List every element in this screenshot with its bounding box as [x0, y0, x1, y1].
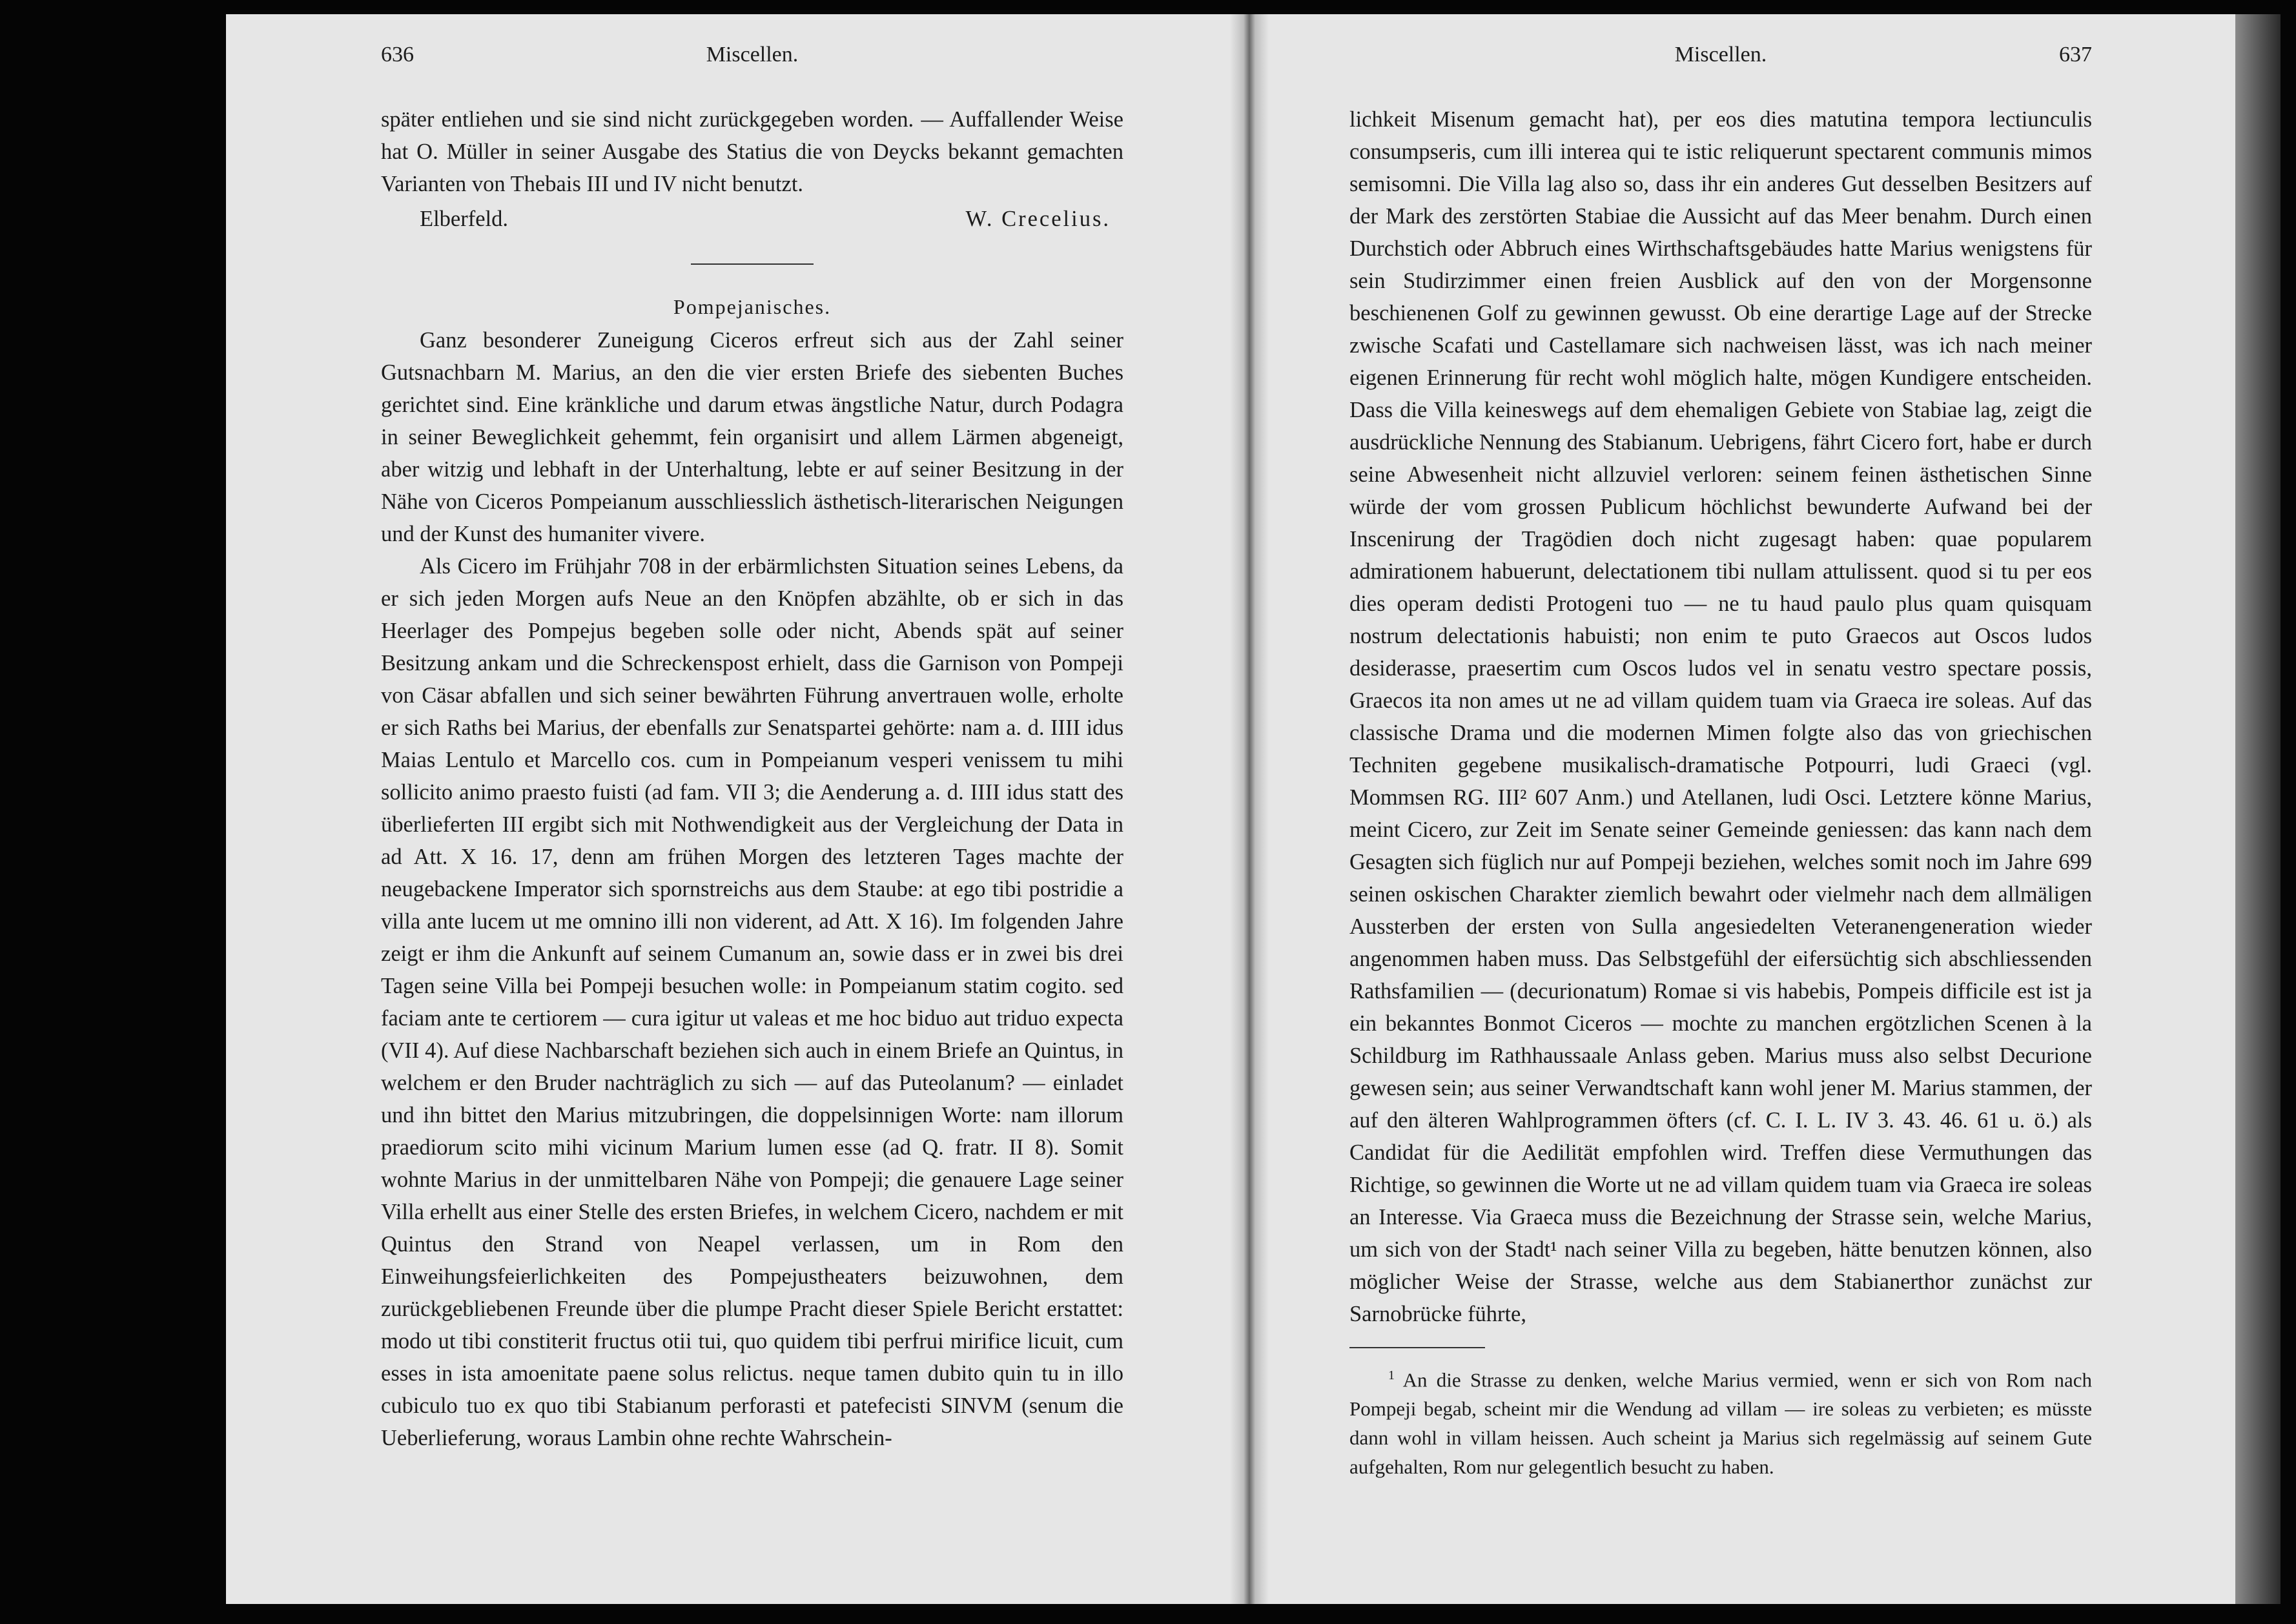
left-page-number: 636	[381, 43, 414, 67]
left-page	[381, 39, 1123, 1454]
page-edge-shadow	[2235, 14, 2281, 1604]
right-page	[1349, 39, 2092, 1481]
signature-place: Elberfeld.	[420, 207, 508, 231]
footnote-text: An die Strasse zu denken, welche Marius vermied, wenn er sich von Rom nach Pompeji begab, scheint mir die Wendung ad villam — ire soleas zu verbieten; es müsste dann wohl in villam heissen. Auch scheint ja Marius sich regelmässig auf seinem Gute aufgehalten, Rom nur gelegentlich besucht zu haben.	[1349, 1368, 2092, 1479]
left-paragraph-2: Als Cicero im Frühjahr 708 in der erbärmlichsten Situation seines Lebens, da er sich jeden Morgen aufs Neue an den Knöpfen abzählte, ob er sich in das Heerlager des Pompejus begeben solle oder nicht, Abends spät auf seiner Besitzung ankam und die Schreckenspost erhielt, dass die Garnison von Pompeji von Cäsar abfallen und sich seiner bewährten Führung anvertrauen wolle, erholte er sich Raths bei Marius, der ebenfalls zur Senatspartei gehörte: nam a. d. IIII idus Maias Lentulo et Marcello cos. cum in Pompeianum vesperi venissem tu mihi sollicito animo praesto fuisti (ad fam. VII 3; die Aenderung a. d. IIII idus statt des überlieferten III ergibt sich mit Nothwendigkeit aus der Vergleichung der Data in ad Att. X 16. 17, denn am frühen Morgen des letzteren Tages machte der neugebackene Imperator sich spornstreichs aus dem Staube: at ego tibi postridie a villa ante lucem ut me omnino illi non viderent, ad Att. X 16). Im folgenden Jahre zeigt er ihm die Ankunft auf seinem Cumanum an, sowie dass er in zwei bis drei Tagen seine Villa bei Pompeji besuchen wolle: in Pompeianum statim cogito. sed faciam ante te certiorem — cura igitur ut valeas et me hoc biduo aut triduo expecta (VII 4). Auf diese Nachbarschaft beziehen sich auch in einem Briefe an Quintus, in welchem er den Bruder nachträglich zu sich — auf das Puteolanum? — einladet und ihn bittet den Marius mitzubringen, die doppelsinnigen Worte: nam illorum praediorum scito mihi vicinum Marium lumen esse (ad Q. fratr. II 8). Somit wohnte Marius in der unmittelbaren Nähe von Pompeji; die genauere Lage seiner Villa erhellt aus einer Stelle des ersten Briefes, in welchem Cicero, nachdem er mit Quintus den Strand von Neapel verlassen, um in Rom den Einweihungsfeierlichkeiten des Pompejustheaters beizuwohnen, dem zurückgebliebenen Freunde über die plumpe Pracht dieser Spiele Bericht erstattet: modo ut tibi constiterit fructus otii tui, quo quidem tibi perfrui mirifice licuit, cum esses in ista amoenitate paene solus relictus. neque tamen dubito quin tu in illo cubiculo tuo ex quo tibi Stabianum perforasti et patefecisti SINVM (senum die Ueberlieferung, woraus Lambin ohne rechte Wahrschein-	[381, 554, 1123, 1450]
section-divider	[691, 263, 814, 265]
right-page-number: 637	[2059, 43, 2092, 67]
left-paragraph-1: Ganz besonderer Zuneigung Ciceros erfreut sich aus der Zahl seiner Gutsnachbarn M. Marius, an den die vier ersten Briefe des siebenten Buches gerichtet sind. Eine kränkliche und darum etwas ängstliche Natur, durch Podagra in seiner Beweglichkeit gehemmt, fein organisirt und allem Lärmen abgeneigt, aber witzig und lebhaft in der Unterhaltung, lebte er auf seiner Besitzung in der Nähe von Ciceros Pompeianum ausschliesslich ästhetisch-literarischen Neigungen und der Kunst des humaniter vivere.	[381, 328, 1123, 546]
left-running-head	[381, 39, 1123, 77]
right-running-head	[1349, 39, 2092, 77]
right-running-title: Miscellen.	[1674, 43, 1767, 67]
signature-line	[381, 203, 1123, 242]
footnote	[1349, 1361, 2092, 1481]
footnote-mark: 1	[1388, 1368, 1395, 1382]
section-title: Pompejanisches.	[673, 295, 832, 318]
footnote-separator	[1349, 1347, 1485, 1348]
signature-name: W. Crecelius.	[965, 207, 1111, 231]
book-gutter	[1230, 14, 1269, 1604]
left-top-text: später entliehen und sie sind nicht zurückgegeben worden. — Auffallender Weise hat O. Müller in seiner Ausgabe des Statius die von Deycks bekannt gemachten Varianten von Thebais III und IV nicht benutzt.	[381, 107, 1123, 196]
left-running-title: Miscellen.	[706, 43, 799, 67]
right-paragraph-1: lichkeit Misenum gemacht hat), per eos dies matutina tempora lectiunculis consumpseris, cum illi interea qui te istic reliquerunt spectarent communis mimos semisomni. Die Villa lag also so, dass ihr ein anderes Gut desselben Besitzers auf der Mark des zerstörten Stabiae die Aussicht auf das Meer benahm. Durch einen Durchstich oder Abbruch eines Wirthschaftsgebäudes hatte Marius wenigstens für sein Studirzimmer einen freien Ausblick auf den von der Morgensonne beschienenen Golf zu gewinnen gewusst. Ob eine derartige Lage auf der Strecke zwische Scafati und Castellamare sich nachweisen lässt, was ich nach meiner eigenen Erinnerung für recht wohl möglich halte, mögen Kundigere entscheiden. Dass die Villa keineswegs auf dem ehemaligen Gebiete von Stabiae lag, zeigt die ausdrückliche Nennung des Stabianum. Uebrigens, fährt Cicero fort, habe er durch seine Abwesenheit nicht allzuviel verloren: seinem feinen ästhetischen Sinne würde der vom grossen Publicum höchlichst bewunderte Aufwand bei der Inscenirung der Tragödien doch nicht zugesagt haben: quae popularem admirationem habuerunt, delectationem tibi nullam attulissent. quod si tu per eos dies operam dedisti Protogeni tuo — ne tu haud paulo plus quam quisquam nostrum delectationis habuisti; non enim te puto Graecos aut Oscos ludos desiderasse, praesertim cum Oscos ludos vel in senatu vestro spectare possis, Graecos ita non ames ut ne ad villam quidem tuam via Graeca ire soleas. Auf das classische Drama und die modernen Mimen folgte also das von griechischen Techniten gegebene musikalisch-dramatische Potpourri, ludi Graeci (vgl. Mommsen RG. III² 607 Anm.) und Atellanen, ludi Osci. Letztere könne Marius, meint Cicero, zur Zeit im Senate seiner Gemeinde geniessen: das kann nach dem Gesagten sich füglich nur auf Pompeji beziehen, welches somit noch im Jahre 699 seinen oskischen Charakter ziemlich bewahrt oder vielmehr nach dem allmäligen Aussterben der ersten von Sulla angesiedelten Veteranengeneration wieder angenommen haben muss. Das Selbstgefühl der eifersüchtig sich abschliessenden Rathsfamilien — (decurionatum) Romae si vis habebis, Pompeis difficile est ist ja ein bekanntes Bonmot Ciceros — mochte zu manchen ergötzlichen Scenen à la Schildburg im Rathhaussaale Anlass geben. Marius muss also selbst Decurione gewesen sein; aus seiner Verwandtschaft kann wohl jener M. Marius stammen, der auf den älteren Wahlprogrammen öfters (cf. C. I. L. IV 3. 43. 46. 61 u. ö.) als Candidat für die Aedilität empfohlen wird. Treffen diese Vermuthungen das Richtige, so gewinnen die Worte ut ne ad villam quidem tuam via Graeca ire soleas an Interesse. Via Graeca muss die Bezeichnung der Strasse sein, welche Marius, um sich von der Stadt¹ nach seiner Villa zu begeben, hätte benutzen können, also möglicher Weise der Strasse, welche aus dem Stabianerthor zunächst zur Sarnobrücke führte,	[1349, 107, 2092, 1326]
